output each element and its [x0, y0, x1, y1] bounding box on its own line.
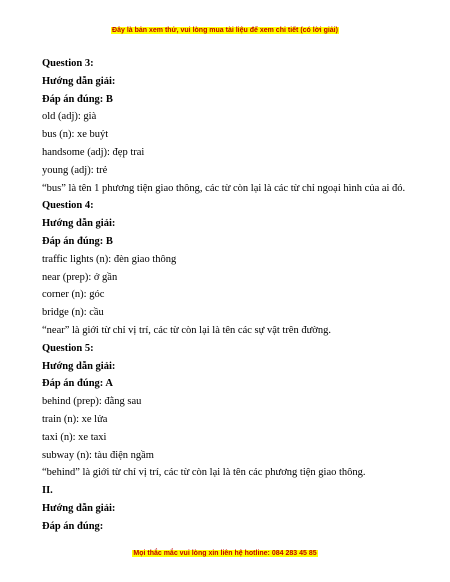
solution-heading: Hướng dẫn giải: — [42, 75, 116, 87]
vocabulary-line: behind (prep): đằng sau — [42, 396, 142, 408]
question-heading: Question 3: — [42, 58, 94, 69]
answer-line: Đáp án đúng: — [42, 520, 104, 532]
hotline-footer-banner — [0, 549, 450, 558]
vocabulary-line: train (n): xe lửa — [42, 413, 108, 425]
answer-line: Đáp án đúng: B — [42, 93, 113, 105]
question-heading: Question 5: — [42, 342, 94, 354]
document-body — [42, 55, 422, 536]
vocabulary-line: bus (n): xe buýt — [42, 129, 109, 141]
answer-line: Đáp án đúng: A — [42, 378, 113, 390]
explanation-line: “near” là giới từ chỉ vị trí, các từ còn lại là tên các sự vật trên đường. — [42, 324, 331, 336]
vocabulary-line: old (adj): già — [42, 111, 97, 123]
vocabulary-line: young (adj): trẻ — [42, 164, 108, 176]
vocabulary-line: near (prep): ở gần — [42, 271, 118, 283]
question-heading: Question 4: — [42, 200, 94, 212]
hotline-footer-text: Mọi thắc mắc vui lòng xin liên hệ hotline: 084 283 45 85 — [133, 550, 317, 557]
solution-heading: Hướng dẫn giải: — [42, 502, 116, 514]
vocabulary-line: taxi (n): xe taxi — [42, 431, 107, 443]
vocabulary-line: traffic lights (n): đèn giao thông — [42, 253, 177, 265]
preview-notice-text: Đây là bản xem thử, vui lòng mua tài liệu để xem chi tiết (có lời giải) — [112, 27, 338, 34]
answer-line: Đáp án đúng: B — [42, 235, 113, 247]
vocabulary-line: corner (n): góc — [42, 289, 105, 301]
question-heading: II. — [42, 485, 53, 497]
vocabulary-line: subway (n): tàu điện ngầm — [42, 449, 154, 461]
solution-heading: Hướng dẫn giải: — [42, 360, 116, 372]
solution-heading: Hướng dẫn giải: — [42, 218, 116, 230]
explanation-line: “behind” là giới từ chỉ vị trí, các từ còn lại là tên các phương tiện giao thông. — [42, 467, 366, 479]
explanation-line: “bus” là tên 1 phương tiện giao thông, các từ còn lại là các từ chỉ ngoại hình của ai đó. — [42, 182, 406, 194]
vocabulary-line: bridge (n): cầu — [42, 307, 104, 319]
vocabulary-line: handsome (adj): đẹp trai — [42, 146, 145, 158]
preview-notice-banner — [0, 26, 450, 35]
